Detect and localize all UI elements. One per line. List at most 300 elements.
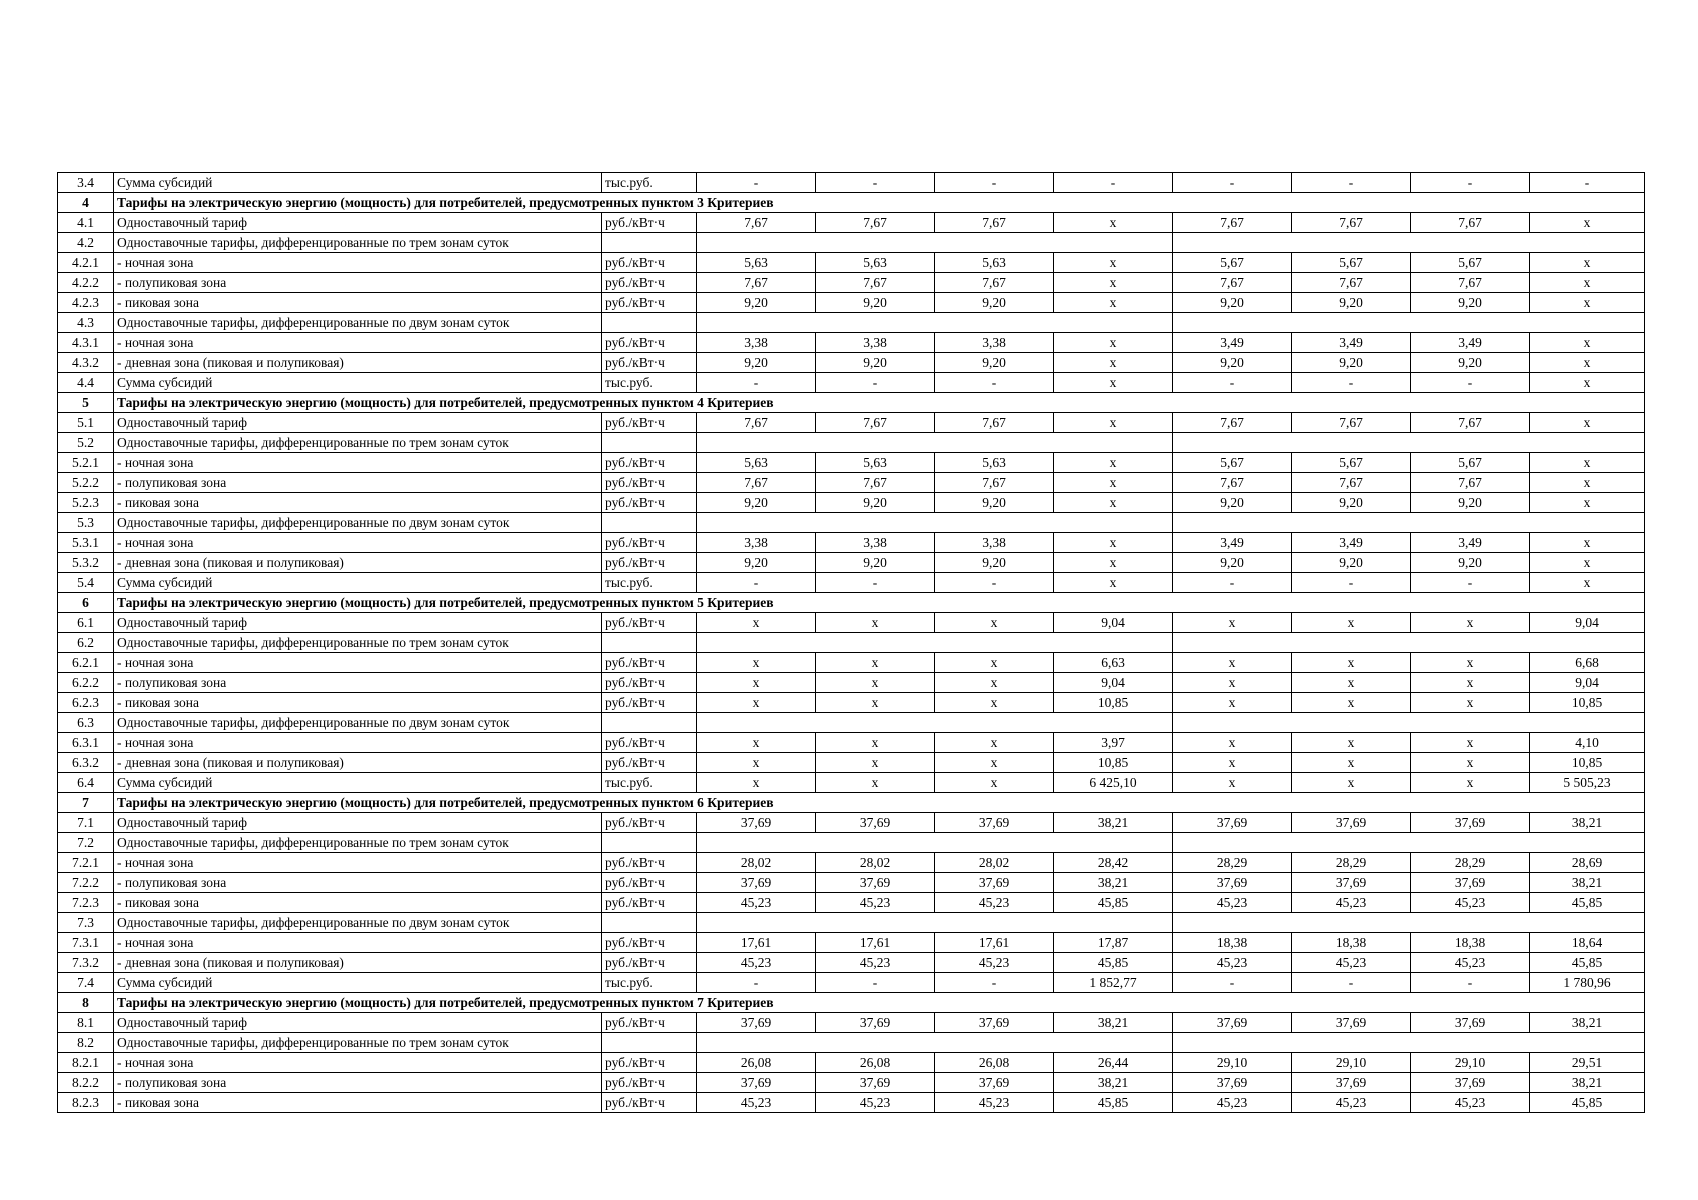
value-cell: х (816, 753, 935, 773)
value-cell: 38,21 (1530, 1073, 1645, 1093)
value-cell: 26,44 (1054, 1053, 1173, 1073)
value-cell: 7,67 (1411, 413, 1530, 433)
value-cell: х (697, 613, 816, 633)
section-title: Тарифы на электрическую энергию (мощность) для потребителей, предусмотренных пунктом 6 Критериев (114, 793, 1645, 813)
row-name: - ночная зона (114, 933, 602, 953)
value-cell: 5,63 (816, 453, 935, 473)
value-cell: - (1054, 173, 1173, 193)
row-name: - полупиковая зона (114, 673, 602, 693)
value-cell: 28,02 (816, 853, 935, 873)
table-row (58, 773, 1645, 793)
value-cell: х (1292, 653, 1411, 673)
unit-cell: руб./кВт·ч (602, 893, 697, 913)
row-number: 7.2.2 (58, 873, 114, 893)
row-number: 4.2.1 (58, 253, 114, 273)
row-name: - дневная зона (пиковая и полупиковая) (114, 753, 602, 773)
row-number: 5.3.1 (58, 533, 114, 553)
value-cell: 7,67 (1292, 273, 1411, 293)
section-header-row (58, 593, 1645, 613)
value-cell: - (1411, 573, 1530, 593)
value-cell: 3,38 (935, 333, 1054, 353)
table-row (58, 953, 1645, 973)
row-name: - дневная зона (пиковая и полупиковая) (114, 553, 602, 573)
value-cell: х (1054, 553, 1173, 573)
unit-cell: тыс.руб. (602, 373, 697, 393)
value-cell: 9,20 (697, 353, 816, 373)
unit-cell: руб./кВт·ч (602, 253, 697, 273)
unit-cell: руб./кВт·ч (602, 293, 697, 313)
row-name: - ночная зона (114, 733, 602, 753)
value-cell: 5,67 (1411, 453, 1530, 473)
row-number: 6.3.1 (58, 733, 114, 753)
value-cell: х (1530, 213, 1645, 233)
row-number: 7.4 (58, 973, 114, 993)
value-cell: - (1411, 973, 1530, 993)
value-cell: - (1292, 173, 1411, 193)
table-row (58, 473, 1645, 493)
value-cell: 5,67 (1173, 453, 1292, 473)
value-cell: х (935, 733, 1054, 753)
value-cell: 7,67 (1292, 413, 1411, 433)
value-cell: 18,64 (1530, 933, 1645, 953)
table-row (58, 1053, 1645, 1073)
section-title: Тарифы на электрическую энергию (мощность) для потребителей, предусмотренных пунктом 7 Критериев (114, 993, 1645, 1013)
empty-cell (1173, 833, 1645, 853)
empty-cell (697, 633, 1173, 653)
value-cell: 45,23 (935, 893, 1054, 913)
value-cell: 9,20 (1173, 493, 1292, 513)
row-name: Одноставочные тарифы, дифференцированные по двум зонам суток (114, 713, 602, 733)
value-cell: 3,49 (1173, 333, 1292, 353)
value-cell: 28,69 (1530, 853, 1645, 873)
row-name: Одноставочные тарифы, дифференцированные по трем зонам суток (114, 833, 602, 853)
empty-cell (697, 913, 1173, 933)
value-cell: х (1530, 353, 1645, 373)
row-name: Одноставочный тариф (114, 213, 602, 233)
value-cell: 7,67 (1411, 273, 1530, 293)
value-cell: 9,20 (1173, 353, 1292, 373)
table-row (58, 333, 1645, 353)
row-name: - полупиковая зона (114, 273, 602, 293)
value-cell: х (1054, 453, 1173, 473)
value-cell: 6,68 (1530, 653, 1645, 673)
value-cell: 7,67 (697, 273, 816, 293)
row-name: Одноставочный тариф (114, 1013, 602, 1033)
unit-cell: руб./кВт·ч (602, 853, 697, 873)
value-cell: 38,21 (1054, 1013, 1173, 1033)
row-number: 7.2.3 (58, 893, 114, 913)
row-name: Сумма субсидий (114, 173, 602, 193)
row-name: Одноставочные тарифы, дифференцированные по трем зонам суток (114, 433, 602, 453)
value-cell: 37,69 (1173, 873, 1292, 893)
value-cell: 26,08 (816, 1053, 935, 1073)
value-cell: х (1054, 353, 1173, 373)
section-header-row (58, 993, 1645, 1013)
value-cell: х (935, 653, 1054, 673)
empty-cell (602, 233, 697, 253)
row-name: - пиковая зона (114, 693, 602, 713)
row-number: 6.2.1 (58, 653, 114, 673)
value-cell: 28,42 (1054, 853, 1173, 873)
value-cell: 7,67 (935, 473, 1054, 493)
value-cell: 10,85 (1054, 753, 1173, 773)
row-name: - полупиковая зона (114, 873, 602, 893)
value-cell: 45,23 (816, 893, 935, 913)
value-cell: х (1054, 373, 1173, 393)
row-number: 6.2.2 (58, 673, 114, 693)
value-cell: 17,87 (1054, 933, 1173, 953)
value-cell: х (935, 773, 1054, 793)
value-cell: 45,23 (1292, 953, 1411, 973)
unit-cell: руб./кВт·ч (602, 473, 697, 493)
empty-cell (602, 1033, 697, 1053)
tariff-table (57, 172, 1645, 1113)
row-number: 5.3.2 (58, 553, 114, 573)
value-cell: 9,20 (816, 493, 935, 513)
value-cell: х (1054, 213, 1173, 233)
value-cell: 4,10 (1530, 733, 1645, 753)
value-cell: 18,38 (1411, 933, 1530, 953)
value-cell: 9,20 (935, 553, 1054, 573)
value-cell: 5,67 (1292, 253, 1411, 273)
value-cell: - (697, 373, 816, 393)
row-number: 5.1 (58, 413, 114, 433)
section-title: Тарифы на электрическую энергию (мощность) для потребителей, предусмотренных пунктом 5 Критериев (114, 593, 1645, 613)
table-row (58, 553, 1645, 573)
row-number: 6.2 (58, 633, 114, 653)
value-cell: - (1411, 373, 1530, 393)
row-number: 7.1 (58, 813, 114, 833)
value-cell: х (697, 753, 816, 773)
value-cell: - (935, 573, 1054, 593)
row-name: Одноставочные тарифы, дифференцированные по трем зонам суток (114, 1033, 602, 1053)
value-cell: 37,69 (1173, 813, 1292, 833)
value-cell: х (816, 733, 935, 753)
value-cell: 45,23 (1173, 953, 1292, 973)
row-number: 5.4 (58, 573, 114, 593)
value-cell: 7,67 (935, 273, 1054, 293)
row-number: 8.2.2 (58, 1073, 114, 1093)
row-number: 7.2 (58, 833, 114, 853)
empty-cell (602, 633, 697, 653)
row-name: - пиковая зона (114, 893, 602, 913)
row-number: 4.3.2 (58, 353, 114, 373)
value-cell: 45,23 (935, 1093, 1054, 1113)
unit-cell: руб./кВт·ч (602, 933, 697, 953)
row-number: 7.3 (58, 913, 114, 933)
row-name: - дневная зона (пиковая и полупиковая) (114, 353, 602, 373)
unit-cell: тыс.руб. (602, 173, 697, 193)
table-row (58, 173, 1645, 193)
value-cell: 38,21 (1530, 873, 1645, 893)
value-cell: 9,20 (697, 493, 816, 513)
value-cell: 45,85 (1530, 893, 1645, 913)
row-number: 8.2 (58, 1033, 114, 1053)
row-name: - полупиковая зона (114, 473, 602, 493)
row-number: 7 (58, 793, 114, 813)
unit-cell: руб./кВт·ч (602, 653, 697, 673)
value-cell: 6 425,10 (1054, 773, 1173, 793)
value-cell: 5,63 (935, 253, 1054, 273)
table-row (58, 1093, 1645, 1113)
value-cell: - (935, 373, 1054, 393)
value-cell: - (1292, 373, 1411, 393)
table-row (58, 413, 1645, 433)
value-cell: 28,29 (1411, 853, 1530, 873)
value-cell: х (935, 753, 1054, 773)
value-cell: х (935, 613, 1054, 633)
value-cell: х (697, 673, 816, 693)
table-row (58, 893, 1645, 913)
row-number: 7.2.1 (58, 853, 114, 873)
value-cell: х (816, 693, 935, 713)
value-cell: х (1173, 733, 1292, 753)
value-cell: х (816, 673, 935, 693)
row-number: 3.4 (58, 173, 114, 193)
value-cell: х (697, 733, 816, 753)
value-cell: 3,49 (1411, 333, 1530, 353)
empty-cell (697, 233, 1173, 253)
value-cell: х (1173, 773, 1292, 793)
value-cell: 45,23 (697, 893, 816, 913)
value-cell: - (1292, 573, 1411, 593)
empty-cell (602, 833, 697, 853)
value-cell: 5,63 (697, 453, 816, 473)
row-number: 6.3 (58, 713, 114, 733)
value-cell: х (1173, 653, 1292, 673)
row-number: 4.2.2 (58, 273, 114, 293)
unit-cell: руб./кВт·ч (602, 353, 697, 373)
value-cell: 9,20 (1173, 553, 1292, 573)
value-cell: 45,23 (1292, 1093, 1411, 1113)
value-cell: х (1530, 533, 1645, 553)
unit-cell: тыс.руб. (602, 973, 697, 993)
value-cell: х (1530, 553, 1645, 573)
value-cell: 5,67 (1411, 253, 1530, 273)
value-cell: 37,69 (1292, 813, 1411, 833)
value-cell: 3,38 (697, 533, 816, 553)
value-cell: 45,23 (1411, 1093, 1530, 1113)
value-cell: 7,67 (697, 473, 816, 493)
table-row (58, 493, 1645, 513)
empty-cell (1173, 233, 1645, 253)
value-cell: 37,69 (697, 813, 816, 833)
value-cell: 37,69 (935, 1013, 1054, 1033)
value-cell: 7,67 (816, 213, 935, 233)
section-header-row (58, 193, 1645, 213)
value-cell: 37,69 (935, 873, 1054, 893)
value-cell: х (1173, 613, 1292, 633)
row-name: Одноставочные тарифы, дифференцированные по трем зонам суток (114, 233, 602, 253)
value-cell: 37,69 (1292, 873, 1411, 893)
empty-cell (697, 713, 1173, 733)
value-cell: 9,20 (1411, 553, 1530, 573)
value-cell: х (1054, 253, 1173, 273)
value-cell: 9,20 (1411, 293, 1530, 313)
unit-cell: руб./кВт·ч (602, 733, 697, 753)
row-name: Сумма субсидий (114, 373, 602, 393)
row-name: Одноставочные тарифы, дифференцированные по трем зонам суток (114, 633, 602, 653)
row-name: Одноставочные тарифы, дифференцированные по двум зонам суток (114, 313, 602, 333)
table-row (58, 533, 1645, 553)
table-body (58, 173, 1645, 1113)
value-cell: 29,10 (1173, 1053, 1292, 1073)
row-number: 4.2.3 (58, 293, 114, 313)
value-cell: 37,69 (816, 1013, 935, 1033)
table-row (58, 613, 1645, 633)
value-cell: - (935, 173, 1054, 193)
value-cell: х (1054, 533, 1173, 553)
empty-cell (602, 913, 697, 933)
table-row (58, 653, 1645, 673)
value-cell: 37,69 (816, 813, 935, 833)
value-cell: 37,69 (1173, 1013, 1292, 1033)
value-cell: 37,69 (1292, 1013, 1411, 1033)
row-number: 5.2 (58, 433, 114, 453)
value-cell: 17,61 (816, 933, 935, 953)
table-row (58, 1073, 1645, 1093)
value-cell: 28,02 (697, 853, 816, 873)
value-cell: 5 505,23 (1530, 773, 1645, 793)
value-cell: 7,67 (1173, 473, 1292, 493)
value-cell: х (1054, 473, 1173, 493)
value-cell: х (1054, 413, 1173, 433)
value-cell: 10,85 (1530, 753, 1645, 773)
row-number: 6.1 (58, 613, 114, 633)
value-cell: 5,63 (697, 253, 816, 273)
unit-cell: руб./кВт·ч (602, 273, 697, 293)
empty-cell (602, 513, 697, 533)
value-cell: 6,63 (1054, 653, 1173, 673)
row-number: 8.2.1 (58, 1053, 114, 1073)
subgroup-row (58, 713, 1645, 733)
section-title: Тарифы на электрическую энергию (мощность) для потребителей, предусмотренных пунктом 4 Критериев (114, 393, 1645, 413)
value-cell: 9,20 (1411, 493, 1530, 513)
subgroup-row (58, 1033, 1645, 1053)
value-cell: 7,67 (1173, 213, 1292, 233)
value-cell: 38,21 (1530, 1013, 1645, 1033)
value-cell: 10,85 (1054, 693, 1173, 713)
value-cell: 1 780,96 (1530, 973, 1645, 993)
value-cell: 45,85 (1054, 953, 1173, 973)
row-number: 8.2.3 (58, 1093, 114, 1113)
unit-cell: руб./кВт·ч (602, 813, 697, 833)
value-cell: х (1292, 613, 1411, 633)
unit-cell: руб./кВт·ч (602, 693, 697, 713)
empty-cell (697, 513, 1173, 533)
subgroup-row (58, 233, 1645, 253)
value-cell: 37,69 (1173, 1073, 1292, 1093)
value-cell: х (1054, 293, 1173, 313)
value-cell: 18,38 (1292, 933, 1411, 953)
row-number: 6.3.2 (58, 753, 114, 773)
value-cell: 3,49 (1411, 533, 1530, 553)
row-name: Одноставочный тариф (114, 613, 602, 633)
value-cell: 45,23 (697, 1093, 816, 1113)
value-cell: 9,04 (1530, 613, 1645, 633)
row-name: Сумма субсидий (114, 573, 602, 593)
value-cell: х (816, 773, 935, 793)
value-cell: 37,69 (1411, 1073, 1530, 1093)
value-cell: 45,85 (1054, 1093, 1173, 1113)
row-number: 6.2.3 (58, 693, 114, 713)
value-cell: х (1173, 673, 1292, 693)
table-row (58, 573, 1645, 593)
value-cell: 38,21 (1054, 813, 1173, 833)
value-cell: 7,67 (1292, 473, 1411, 493)
value-cell: 37,69 (697, 1013, 816, 1033)
section-title: Тарифы на электрическую энергию (мощность) для потребителей, предусмотренных пунктом 3 Критериев (114, 193, 1645, 213)
value-cell: 45,85 (1530, 1093, 1645, 1113)
value-cell: х (1530, 333, 1645, 353)
unit-cell: руб./кВт·ч (602, 413, 697, 433)
value-cell: х (1530, 253, 1645, 273)
value-cell: х (816, 613, 935, 633)
row-name: Сумма субсидий (114, 973, 602, 993)
row-number: 5.3 (58, 513, 114, 533)
empty-cell (1173, 913, 1645, 933)
value-cell: 45,23 (1173, 893, 1292, 913)
table-row (58, 293, 1645, 313)
value-cell: 18,38 (1173, 933, 1292, 953)
row-number: 5 (58, 393, 114, 413)
row-name: - пиковая зона (114, 293, 602, 313)
unit-cell: руб./кВт·ч (602, 753, 697, 773)
row-name: Одноставочный тариф (114, 813, 602, 833)
empty-cell (1173, 633, 1645, 653)
value-cell: х (1411, 773, 1530, 793)
row-name: - ночная зона (114, 533, 602, 553)
table-row (58, 733, 1645, 753)
value-cell: 9,04 (1530, 673, 1645, 693)
empty-cell (1173, 313, 1645, 333)
row-name: Одноставочные тарифы, дифференцированные по двум зонам суток (114, 513, 602, 533)
value-cell: - (816, 173, 935, 193)
table-row (58, 673, 1645, 693)
value-cell: х (1411, 753, 1530, 773)
value-cell: х (935, 693, 1054, 713)
value-cell: х (1292, 753, 1411, 773)
value-cell: 38,21 (1054, 873, 1173, 893)
value-cell: 37,69 (935, 813, 1054, 833)
value-cell: - (816, 373, 935, 393)
value-cell: 7,67 (816, 473, 935, 493)
value-cell: 45,85 (1530, 953, 1645, 973)
value-cell: - (697, 973, 816, 993)
value-cell: 9,20 (1292, 353, 1411, 373)
table-row (58, 753, 1645, 773)
value-cell: - (816, 973, 935, 993)
value-cell: 29,51 (1530, 1053, 1645, 1073)
value-cell: 7,67 (1173, 413, 1292, 433)
value-cell: х (1054, 573, 1173, 593)
value-cell: 17,61 (935, 933, 1054, 953)
value-cell: 37,69 (697, 873, 816, 893)
row-name: - ночная зона (114, 1053, 602, 1073)
unit-cell: тыс.руб. (602, 573, 697, 593)
value-cell: 9,04 (1054, 673, 1173, 693)
row-number: 6 (58, 593, 114, 613)
value-cell: 45,23 (1173, 1093, 1292, 1113)
value-cell: 1 852,77 (1054, 973, 1173, 993)
table-row (58, 813, 1645, 833)
table-row (58, 933, 1645, 953)
value-cell: 9,20 (1173, 293, 1292, 313)
value-cell: 37,69 (1411, 813, 1530, 833)
value-cell: 3,49 (1173, 533, 1292, 553)
value-cell: 28,02 (935, 853, 1054, 873)
value-cell: 3,38 (697, 333, 816, 353)
